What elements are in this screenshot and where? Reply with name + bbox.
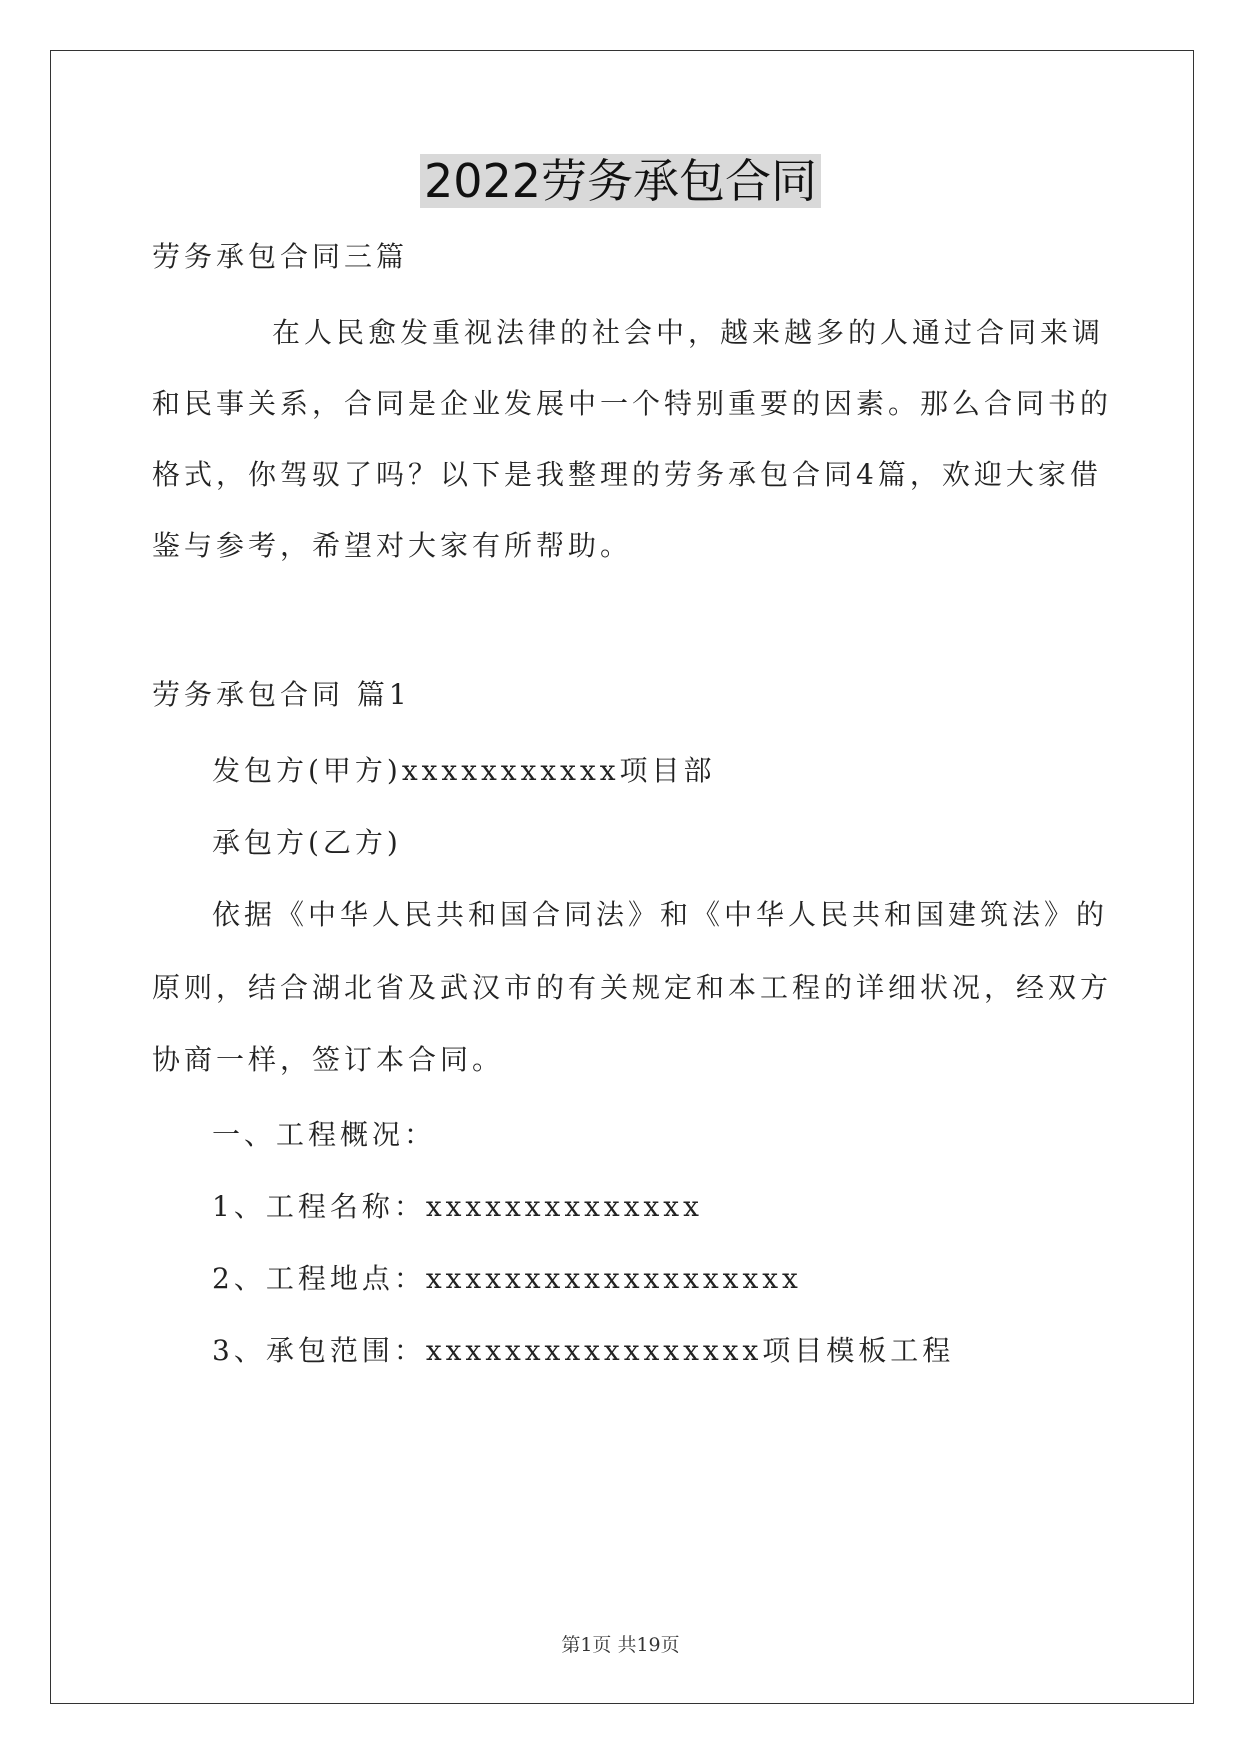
intro-line-1: 在人民愈发重视法律的社会中，越来越多的人通过合同来调 [272,316,1105,349]
list-item: 1、工程名称：xxxxxxxxxxxxxx [212,1190,703,1223]
party-a: 发包方(甲方)xxxxxxxxxxx项目部 [212,754,716,787]
section-heading: 劳务承包合同 篇1 [152,678,411,711]
overview-heading: 一、工程概况： [212,1118,437,1151]
basis-line-3: 协商一样，签订本合同。 [152,1043,505,1076]
page-border [50,50,1194,1704]
intro-line-4: 鉴与参考，希望对大家有所帮助。 [152,529,633,562]
subtitle: 劳务承包合同三篇 [152,240,409,273]
basis-line-2: 原则，结合湖北省及武汉市的有关规定和本工程的详细状况，经双方 [152,971,1113,1004]
basis-line-1: 依据《中华人民共和国合同法》和《中华人民共和国建筑法》的 [212,898,1109,931]
list-item: 3、承包范围：xxxxxxxxxxxxxxxxx项目模板工程 [212,1334,955,1367]
party-b: 承包方(乙方) [212,826,402,859]
list-item: 2、工程地点：xxxxxxxxxxxxxxxxxxx [212,1262,802,1295]
intro-line-2: 和民事关系，合同是企业发展中一个特别重要的因素。那么合同书的 [152,387,1113,420]
document-title [0,152,1241,210]
intro-line-3: 格式，你驾驭了吗？以下是我整理的劳务承包合同4篇，欢迎大家借 [152,458,1102,491]
page-footer: 第1页 共19页 [561,1634,680,1656]
title-text: 2022劳务承包合同 [420,154,821,208]
